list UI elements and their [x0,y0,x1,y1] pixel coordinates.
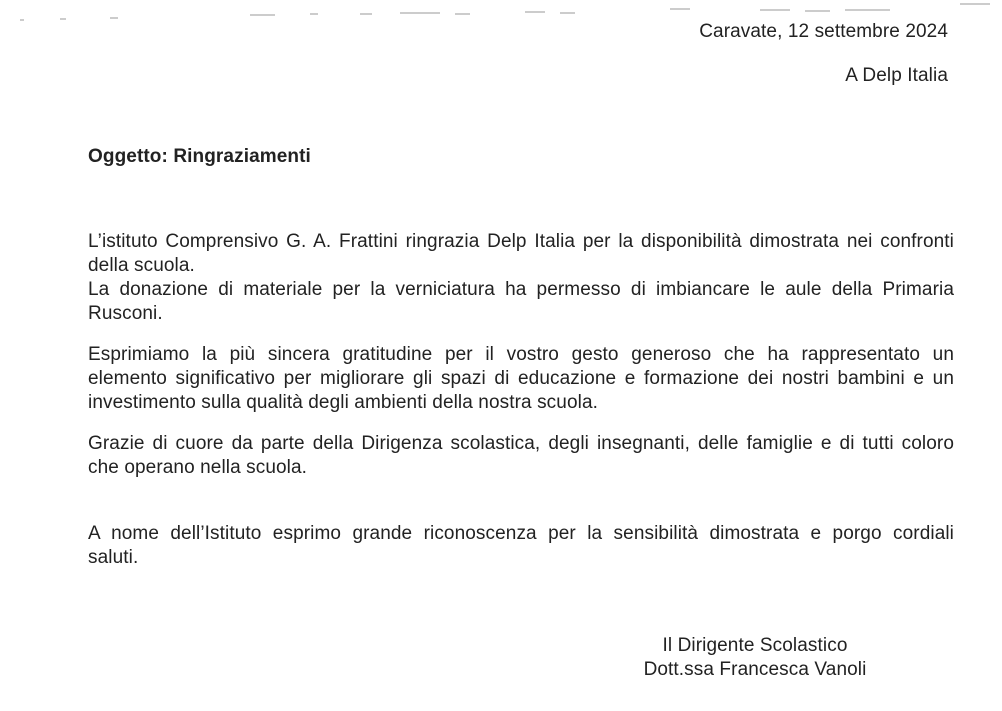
body-line: Esprimiamo la più sincera gratitudine per il vostro gesto generoso che ha rappresentato un [88,344,954,365]
letter-subject: Oggetto: Ringraziamenti [88,146,311,167]
body-line: saluti. [88,547,139,568]
signature-role: Il Dirigente Scolastico [662,635,848,656]
signature-name: Dott.ssa Francesca Vanoli [643,659,867,680]
body-line: Grazie di cuore da parte della Dirigenza scolastica, degli insegnanti, delle famiglie e di tutti coloro [88,433,954,454]
body-paragraph [88,432,954,480]
signature-block [640,634,870,682]
body-line: Rusconi. [88,303,163,324]
body-line: A nome dell’Istituto esprimo grande riconoscenza per la sensibilità dimostrata e porgo cordiali [88,523,954,544]
letter-date: Caravate, 12 settembre 2024 [699,21,948,42]
body-line: investimento sulla qualità degli ambienti della nostra scuola. [88,392,598,413]
body-line: della scuola. [88,255,195,276]
body-paragraph [88,522,954,570]
body-line: che operano nella scuola. [88,457,308,478]
body-line: La donazione di materiale per la verniciatura ha permesso di imbiancare le aule della Primaria [88,279,954,300]
body-line: elemento significativo per migliorare gli spazi di educazione e formazione dei nostri bambini e un [88,368,954,389]
body-line: L’istituto Comprensivo G. A. Frattini ringrazia Delp Italia per la disponibilità dimostrata nei confronti [88,231,954,252]
body-paragraph [88,343,954,415]
letter-recipient: A Delp Italia [845,65,948,86]
body-paragraph [88,230,954,326]
